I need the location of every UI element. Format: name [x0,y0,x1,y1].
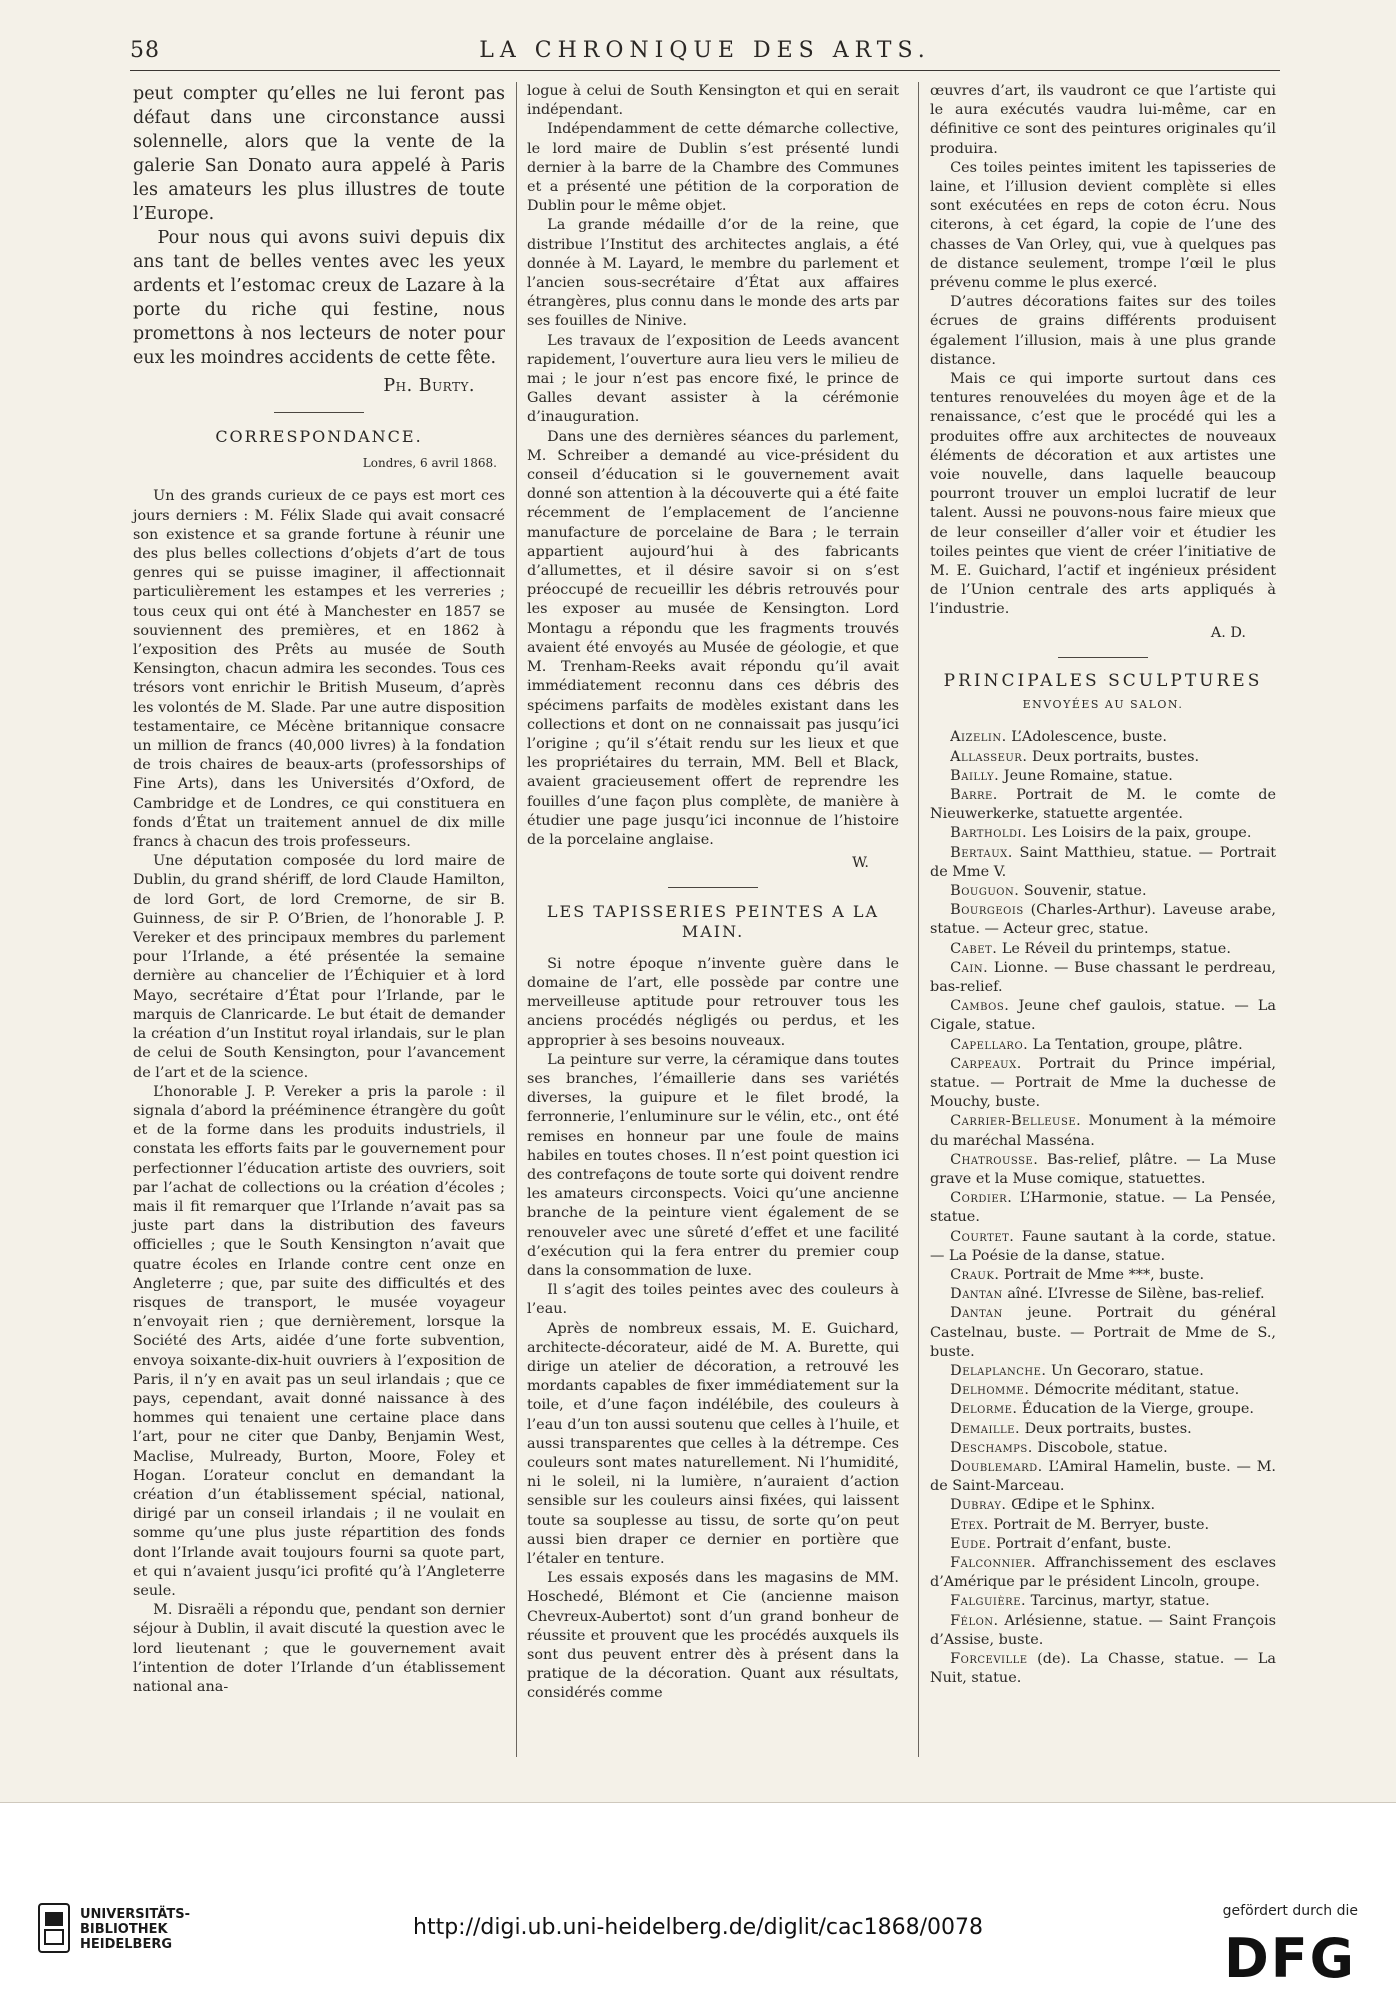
paragraph: Un des grands curieux de ce pays est mort ces jours derniers : M. Félix Slade qui avait consacré son existence et sa grande fortune à réunir une des plus belles collections d’objets d’art de tous genres qui se puisse imaginer, il affectionnait particulièrement les estampes et les verreries ; tous ceux qui ont été à Manchester en 1857 se souviennent des premières, et en 1862 à l’exposition des Prêts au musée de South Kensington, chacun admira les secondes. Tous ces trésors vont enrichir le British Museum, d’après les volontés de M. Slade. Par une autre disposition testamentaire, ce Mécène britannique consacre un million de francs (40,000 livres) à la fondation de trois chaires de beaux-arts (professorships of Fine Arts), dans les Universités d’Oxford, de Cambridge et de Londres, ce qui constituera en fonds d’État un traitement annuel de dix mille francs à chacun des trois professeurs. [133,488,505,851]
paragraph: logue à celui de South Kensington et qui en serait indépendant. [527,83,899,119]
paragraph: Il s’agit des toiles peintes avec des couleurs à l’eau. [527,1282,899,1318]
work-description: Les Loisirs de la paix, groupe. [1027,825,1252,842]
work-description: L’Harmonie, statue. — La Pensée, statue. [930,1190,1276,1226]
section-title: CORRESPONDANCE. [215,427,423,446]
work-description: aîné. L’Ivresse de Silène, bas-relief. [1002,1286,1265,1303]
sculptor-name: Falconnier. [950,1555,1037,1572]
sculpture-entry [930,1362,1276,1381]
author-signature: Ph. Burty. [383,376,475,396]
work-description: Souvenir, statue. [1019,882,1147,899]
paragraph: La grande médaille d’or de la reine, que distribue l’Institut des architectes anglais, a été donnée à M. Layard, le membre du parlement et l’ancien sous-secrétaire d’État aux affaires étrangères, plus connu dans le monde des arts par ses fouilles de Ninive. [527,217,899,330]
sculptor-name: Chatrousse. [950,1151,1039,1168]
sculptor-name: Dubray. [950,1497,1007,1514]
work-description: Arlésienne, statue. — Saint François d’Assise, buste. [930,1612,1276,1648]
paragraph: Les travaux de l’exposition de Leeds avancent rapidement, l’ouverture aura lieu vers le milieu de mai ; le jour n’est pas encore fixé, le prince de Galles devant assister à la cérémonie d’inauguration. [527,332,899,426]
sculpture-entry [930,997,1276,1035]
sculpture-entry [930,1189,1276,1227]
library-name-line: BIBLIOTHEK [80,1922,168,1937]
work-description: Discobole, statue. [1032,1439,1168,1456]
column-3 [930,82,1276,1688]
section-title: LES TAPISSERIES PEINTES A LA MAIN. [546,902,880,941]
sculptor-name: Dantan [950,1305,1003,1322]
section-divider [274,412,364,413]
work-description: Bas-relief, plâtre. — La Muse grave et la Muse comique, statuettes. [930,1151,1276,1187]
sculpture-entry [930,1458,1276,1496]
work-description: La Tentation, groupe, plâtre. [1028,1036,1243,1053]
work-description: Portrait de Mme ***, buste. [999,1266,1205,1283]
sculptor-name: Forceville [950,1651,1028,1668]
column-1 [133,82,505,1697]
work-description: Le Réveil du printemps, statue. [997,940,1231,957]
sculpture-entry [930,959,1276,997]
paragraph: peut compter qu’elles ne lui feront pas défaut dans une circonstance aussi solennelle, alors que la vente de la galerie San Donato aura appelé à Paris les amateurs les plus illustres de toute l’Europe. [133,84,505,224]
sculptor-name: Delhomme. [950,1382,1030,1399]
funder-label: gefördert durch die [1222,1903,1358,1919]
work-description: Portrait d’enfant, buste. [991,1535,1172,1552]
work-description: Lionne. — Buse chassant le perdreau, bas-relief. [930,959,1276,995]
sculptor-name: Deschamps. [950,1439,1033,1456]
section-divider [668,887,758,888]
sculptor-name: Bertaux. [950,844,1013,861]
paragraph: Les essais exposés dans les magasins de MM. Hoschedé, Blémont et Cie (ancienne maison Chevreux-Aubertot) sont d’un grand bonheur de réussite et prouvent que les procédés auxquels ils sont dus peuvent entrer dès à présent dans la pratique de la décoration. Quant aux résultats, considérés comme [527,1570,899,1702]
page-header [130,38,1280,66]
paragraph: Indépendamment de cette démarche collective, le lord maire de Dublin s’est présenté lundi dernier à la barre de la Chambre des Communes et a présenté une pétition de la corporation de Dublin pour le même objet. [527,121,899,215]
paragraph: œuvres d’art, ils vaudront ce que l’artiste qui le aura exécutés vaudra lui-même, car en définitive ce sont des peintures originales qu’il produira. [930,83,1276,157]
sculptor-name: Bouguon. [950,882,1020,899]
sculptor-name: Courtet. [950,1228,1015,1245]
work-description: L’Amiral Hamelin, buste. — M. de Saint-Marceau. [930,1459,1276,1495]
work-description: Tarcinus, martyr, statue. [1026,1593,1210,1610]
work-description: L’Adolescence, buste. [1006,729,1168,746]
sculpture-entry [930,1036,1276,1055]
work-description: Un Gecoraro, statue. [1046,1363,1204,1379]
header-rule [130,70,1280,71]
sculptor-name: Demaille. [950,1420,1021,1437]
sculpture-entry [930,786,1276,824]
work-description: Portrait du Prince impérial, statue. — Portrait de Mme la duchesse de Mouchy, buste. [930,1055,1276,1111]
work-description: Deux portraits, bustes. [1027,748,1200,765]
library-name-line: UNIVERSITÄTS- [80,1907,190,1922]
sculpture-entry [930,748,1276,767]
sculpture-entry [930,882,1276,901]
sculpture-entry [930,1496,1276,1515]
sculpture-entry [930,1228,1276,1266]
work-description: jeune. Portrait du général Castelnau, buste. — Portrait de Mme de S., buste. [930,1305,1276,1360]
sculpture-entry [930,824,1276,843]
work-description: Deux portraits, bustes. [1020,1420,1192,1437]
sculpture-entry [930,1304,1276,1362]
sculpture-entry [930,767,1276,786]
sculpture-entry [930,728,1276,747]
digitization-footer [0,1803,1396,1995]
sculpture-entry [930,1554,1276,1592]
paragraph: Si notre époque n’invente guère dans le domaine de l’art, elle possède par contre une merveilleuse aptitude pour retrouver tous les anciens procédés négligés ou perdus, et les approprier à ses besoins nouveaux. [527,955,899,1049]
section-divider [1058,657,1148,658]
sculptor-name: Cambos. [950,998,1010,1015]
paragraph: Ces toiles peintes imitent les tapisseries de laine, et l’illusion devient complète si elles sont exécutées en reps de coton écru. Nous citerons, à cet égard, la copie de l’une des chasses de Van Orley, qui, vue à quelques pas de distance seulement, trompe l’œil le plus prévenu comme le plus exercé. [930,159,1276,292]
sculptor-name: Crauk. [950,1266,1000,1283]
sculptor-name: Allasseur. [950,748,1028,765]
sculptor-name: Barre. [950,786,998,803]
sculpture-entry [930,1400,1276,1419]
column-2 [527,82,899,1704]
author-signature: A. D. [1210,624,1246,641]
section-title: PRINCIPALES SCULPTURES [943,670,1263,691]
sculptor-name: Carrier-Belleuse. [950,1113,1082,1130]
work-description: Éducation de la Vierge, groupe. [1017,1401,1254,1418]
work-description: Œdipe et le Sphinx. [1006,1497,1156,1514]
sculpture-list [930,728,1276,1688]
sculptor-name: Cabet. [950,940,998,957]
sculptor-name: Carpeaux. [950,1055,1022,1072]
dfg-logo-icon [1206,1927,1358,1983]
sculpture-entry [930,1592,1276,1611]
paragraph: Après de nombreux essais, M. E. Guichard, architecte-décorateur, aidé de M. A. Burette, qui dirige un atelier de décoration, a retrouvé les mordants capables de fixer immédiatement sur la toile, et d’une façon indélébile, des couleurs à l’eau d’un ton aussi soutenu que celles à l’huile, et aussi transparentes que celles à la détrempe. Ces couleurs sont mates naturellement. Ni l’humidité, ni le soleil, ni la lumière, n’auraient d’action sensible sur les couleurs ainsi fixées, qui laissent toute sa souplesse au tissu, de sorte qu’on peut aussi bien draper ce dernier en portière que l’étaler en tenture. [527,1320,899,1568]
sculptor-name: Cain. [950,959,989,976]
sculptor-name: Delorme. [950,1401,1018,1418]
sculptor-name: Bartholdi. [950,825,1028,842]
sculpture-entry [930,1420,1276,1439]
work-description: Jeune Romaine, statue. [999,767,1173,784]
work-description: Monument à la mémoire du maréchal Masséna. [930,1113,1276,1149]
page-number: 58 [130,38,160,63]
author-signature: W. [852,855,869,872]
sculpture-entry [930,1151,1276,1189]
work-description: (Charles-Arthur). Laveuse arabe, statue. — Acteur grec, statue. [930,902,1276,938]
sculptor-name: Bailly. [950,767,1000,784]
sculptor-name: Bourgeois [950,902,1024,919]
permalink-url[interactable]: http://digi.ub.uni-heidelberg.de/diglit/cac1868/0078 [413,1915,983,1940]
paragraph: L’honorable J. P. Vereker a pris la parole : il signala d’abord la prééminence étrangère du goût et de la forme dans les produits industriels, il constata les efforts faits par le gouvernement pour perfectionner l’éducation artiste des ouvriers, soit par l’achat de collections ou la création d’écoles ; mais il fit remarquer que l’Irlande n’avait pas sa juste part dans la distribution des faveurs officielles ; que le South Kensington n’avait que quatre écoles en Irlande contre cent onze en Angleterre ; que, par suite des difficultés et des risques de transport, le musée voyageur n’envoyait rien ; que dernièrement, lorsque la Société des Arts, aidée d’une forte subvention, envoya soixante-dix-huit ouvriers à l’exposition de Paris, il n’y en avait pas un seul irlandais ; que ce pays, cependant, avait donné naissance à des hommes qui tenaient une certaine place dans l’art, pour ne citer que Danby, Benjamin West, Maclise, Mulready, Burton, Moore, Foley et Hogan. L’orateur conclut en demandant la création d’un établissement spécial, national, dirigé par un conseil irlandais ; il ne voulait en somme qu’une plus juste répartition des fonds dont l’Irlande avait toujours fourni sa quote part, et qui n’avaient jusqu’ici profité qu’à l’Angleterre seule. [133,1083,505,1599]
sculpture-entry [930,901,1276,939]
sculpture-entry [930,1650,1276,1688]
sculptor-name: Félon. [950,1612,999,1629]
paragraph: Mais ce qui importe surtout dans ces tentures renouvelées du moyen âge et de la renaissance, c’est que le procédé qui les a produites offre aux architectes de nouveaux éléments de décoration et aux artistes une voie nouvelle, dans laquelle beaucoup pourront trouver un emploi lucratif de leur talent. Aussi ne pouvons-nous faire mieux que de leur conseiller d’aller voir et étudier les toiles peintes que vient de créer l’initiative de M. E. Guichard, l’actif et ingénieux président de l’Union centrale des arts appliqués à l’industrie. [930,371,1276,618]
sculpture-entry [930,1381,1276,1400]
section-subtitle: ENVOYÉES AU SALON. [1022,698,1184,712]
sculpture-entry [930,1266,1276,1285]
paragraph: Une députation composée du lord maire de Dublin, du grand shériff, de lord Claude Hamilton, de lord Gort, de lord Cremorne, de sir B. Guinness, de sir P. O’Brien, de l’honorable J. P. Vereker et des principaux membres du parlement pour l’Irlande, a été présentée la semaine dernière au chancelier de l’Échiquier et à lord Mayo, secrétaire d’État pour l’Irlande, par le marquis de Clanricarde. Le but était de demander la création d’un Institut royal irlandais, sur le plan de celui de South Kensington, pour l’avancement de l’art et de la science. [133,853,505,1081]
paragraph: D’autres décorations faites sur des toiles écrues de grains différents produisent également l’illusion, mais à une plus grande distance. [930,294,1276,368]
sculpture-entry [930,1439,1276,1458]
sculpture-entry [930,1112,1276,1150]
sculptor-name: Aizelin. [950,729,1007,746]
work-description: Démocrite méditant, statue. [1029,1382,1240,1399]
sculpture-entry [930,1516,1276,1535]
work-description: Portrait de M. Berryer, buste. [988,1516,1210,1533]
sculptor-name: Falguière. [950,1593,1027,1610]
sculptor-name: Doublemard. [950,1459,1043,1476]
sculpture-entry [930,1612,1276,1650]
work-description: Faune sautant à la corde, statue. — La Poésie de la danse, statue. [930,1228,1276,1264]
sculpture-entry [930,940,1276,959]
dfg-logo-text: DFG [1223,1927,1356,1983]
paragraph: M. Disraëli a répondu que, pendant son dernier séjour à Dublin, il avait discuté la question avec le lord lieutenant ; que le gouvernement avait l’intention de doter l’Irlande d’un établissement national ana- [133,1602,505,1695]
sculpture-entry [930,1055,1276,1113]
sculpture-entry [930,844,1276,882]
sculptor-name: Cordier. [950,1190,1013,1207]
work-description: Jeune chef gaulois, statue. — La Cigale, statue. [930,998,1276,1034]
column-divider [918,82,919,1757]
work-description: Portrait de M. le comte de Nieuwerkerke, statuette argentée. [930,786,1276,823]
sculptor-name: Delaplanche. [950,1363,1047,1379]
sculptor-name: Dantan [950,1286,1003,1303]
dateline: Londres, 6 avril 1868. [362,456,497,471]
library-name-line: HEIDELBERG [80,1937,173,1952]
work-description: Affranchissement des esclaves d’Amérique par le président Lincoln, groupe. [930,1555,1276,1591]
sculpture-entry [930,1285,1276,1304]
paragraph: Pour nous qui avons suivi depuis dix ans tant de belles ventes avec les yeux ardents et l’estomac creux de Lazare à la porte du riche qui festine, nous promettons à nos lecteurs de noter pour eux les moindres accidents de cette fête. [133,228,505,368]
journal-title: LA CHRONIQUE DES ARTS. [479,38,931,63]
work-description: (de). La Chasse, statue. — La Nuit, statue. [930,1651,1276,1687]
column-divider [516,82,517,1757]
paragraph: La peinture sur verre, la céramique dans toutes ses branches, l’émaillerie dans ses variétés diverses, la guipure et le filet brodé, la ferronnerie, l’enluminure sur le vélin, etc., ont été remises en honneur par une foule de mains habiles en toutes choses. Il n’est point question ici des contrefaçons de toute sorte qui doivent rendre les amateurs circonspects. Voici qu’une ancienne branche de la peinture vient également de se renouveler avec une sûreté d’effet et une facilité d’exécution qui la fera entrer du premier coup dans la consommation de luxe. [527,1051,899,1279]
sculptor-name: Eude. [950,1535,992,1552]
paragraph: Dans une des dernières séances du parlement, M. Schreiber a demandé au vice-président du conseil d’éducation si le gouvernement avait donné son attention à la découverte qui a été faite récemment de l’emplacement de l’ancienne manufacture de porcelaine de Bara ; le terrain appartient aujourd’hui à des fabricants d’allumettes, et il désire savoir si on s’est préoccupé de recueillir les débris retrouvés pour les exposer au musée de Kensington. Lord Montagu a répondu que les fragments trouvés avaient été envoyés au Musée de géologie, et que M. Trenham-Reeks avait répondu qu’il avait immédiatement reconnu dans ces débris des spécimens parfaits de modèles existant dans les collections et dont on ne connaissait pas jusqu’ici l’origine ; qu’il s’était rendu sur les lieux et que les propriétaires du terrain, MM. Bell et Black, avaient gracieusement offert de reprendre les fouilles d’une façon plus complète, de manière à étudier une page jusqu’ici inconnue de l’histoire de la porcelaine anglaise. [527,428,899,848]
sculptor-name: Etex. [950,1516,989,1533]
sculpture-entry [930,1535,1276,1554]
work-description: Saint Matthieu, statue. — Portrait de Mme V. [930,844,1276,880]
sculptor-name: Capellaro. [950,1036,1029,1053]
